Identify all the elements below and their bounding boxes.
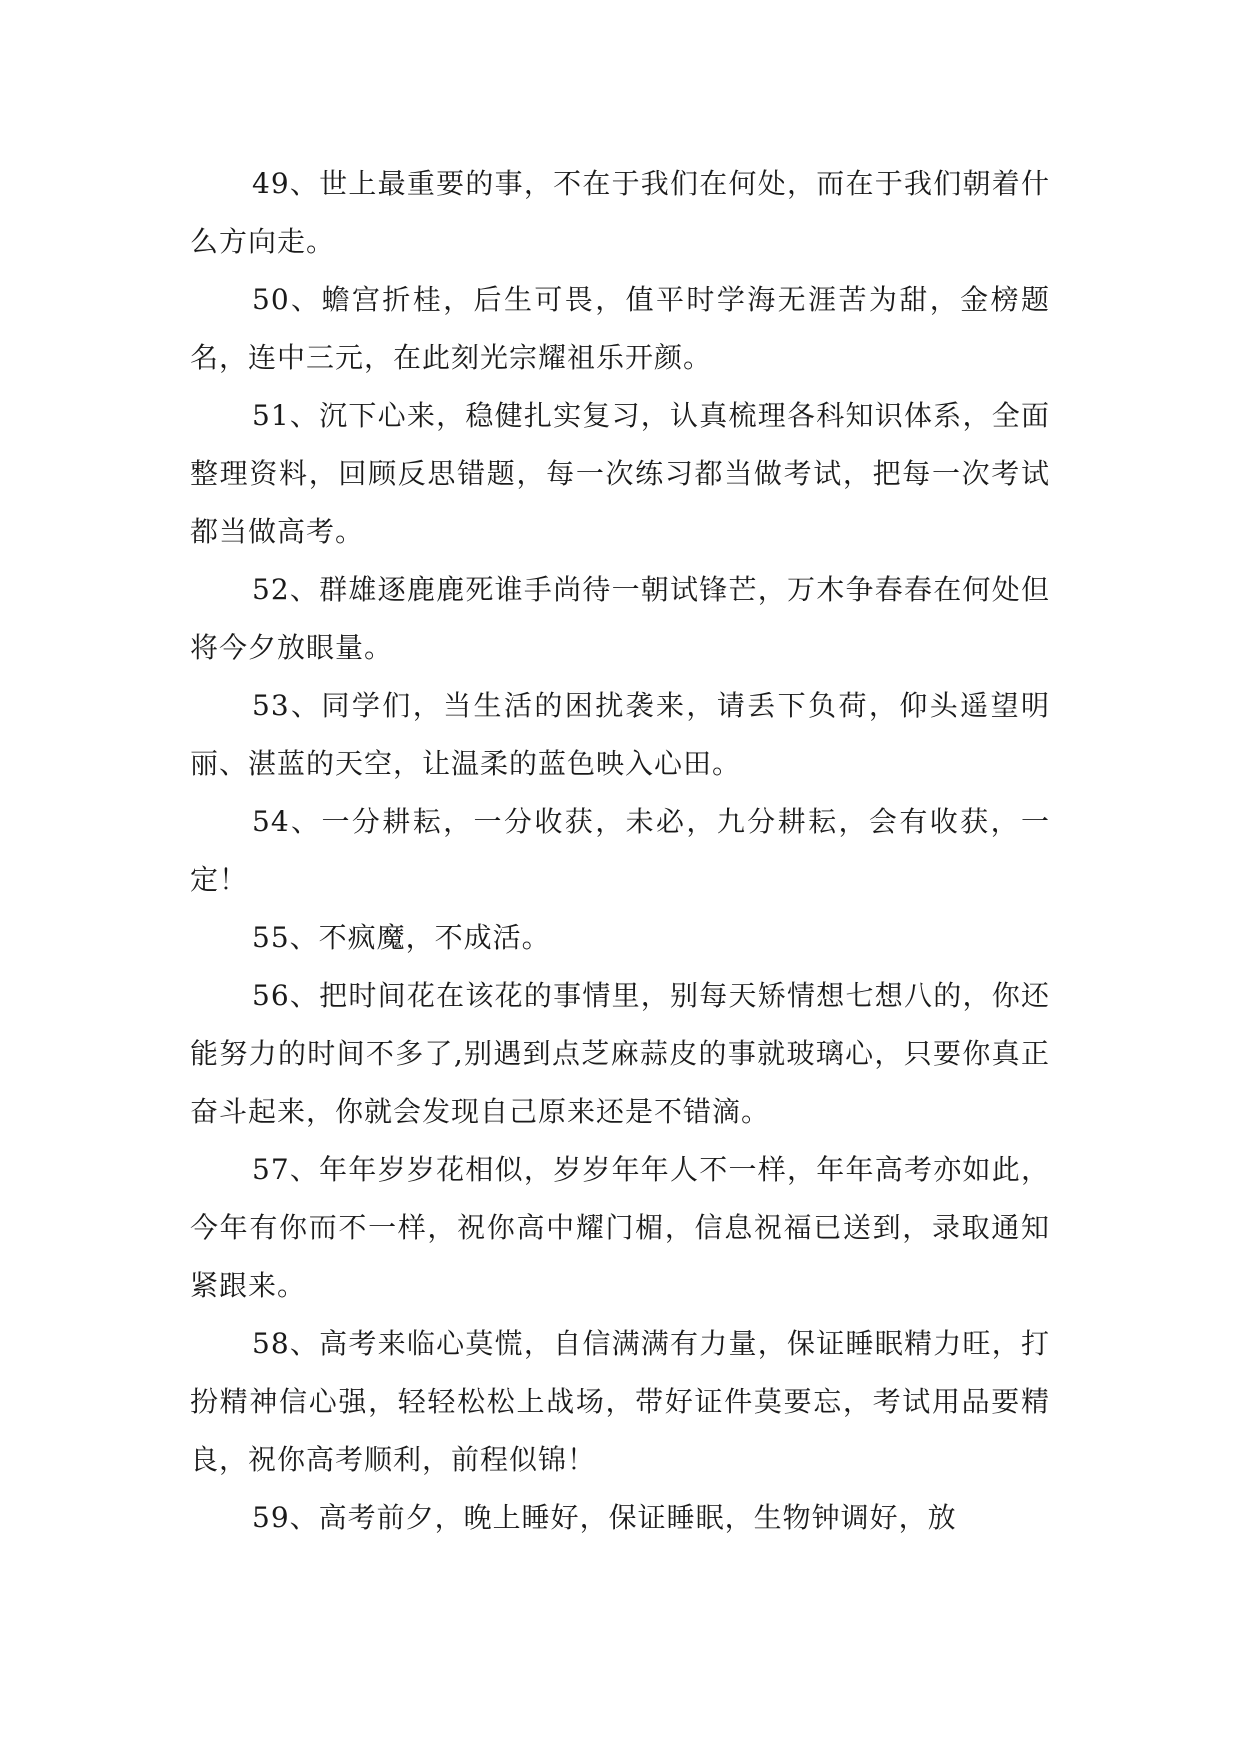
paragraph-53: 53、同学们，当生活的困扰袭来，请丢下负荷，仰头遥望明丽、湛蓝的天空，让温柔的蓝色映入心田。 bbox=[190, 689, 1050, 780]
paragraph-52: 52、群雄逐鹿鹿死谁手尚待一朝试锋芒，万木争春春在何处但将今夕放眼量。 bbox=[190, 573, 1050, 664]
paragraph-50: 50、蟾宫折桂，后生可畏，值平时学海无涯苦为甜，金榜题名，连中三元，在此刻光宗耀祖乐开颜。 bbox=[190, 283, 1050, 374]
paragraph-49: 49、世上最重要的事，不在于我们在何处，而在于我们朝着什么方向走。 bbox=[190, 167, 1050, 258]
paragraph-56: 56、把时间花在该花的事情里，别每天矫情想七想八的，你还能努力的时间不多了,别遇到点芝麻蒜皮的事就玻璃心，只要你真正奋斗起来，你就会发现自己原来还是不错滴。 bbox=[190, 979, 1050, 1128]
paragraph-55: 55、不疯魔，不成活。 bbox=[252, 921, 551, 954]
paragraph-57: 57、年年岁岁花相似，岁岁年年人不一样，年年高考亦如此，今年有你而不一样，祝你高中耀门楣，信息祝福已送到，录取通知紧跟来。 bbox=[190, 1153, 1050, 1302]
paragraph-51: 51、沉下心来，稳健扎实复习，认真梳理各科知识体系，全面整理资料，回顾反思错题，每一次练习都当做考试，把每一次考试都当做高考。 bbox=[190, 399, 1050, 548]
paragraph-58: 58、高考来临心莫慌，自信满满有力量，保证睡眠精力旺，打扮精神信心强，轻轻松松上战场，带好证件莫要忘，考试用品要精良，祝你高考顺利，前程似锦！ bbox=[190, 1327, 1050, 1476]
document-body bbox=[190, 155, 1050, 1547]
paragraph-54: 54、一分耕耘，一分收获，未必，九分耕耘，会有收获，一定！ bbox=[190, 805, 1050, 896]
paragraph-59: 59、高考前夕，晚上睡好，保证睡眠，生物钟调好，放 bbox=[252, 1501, 957, 1534]
